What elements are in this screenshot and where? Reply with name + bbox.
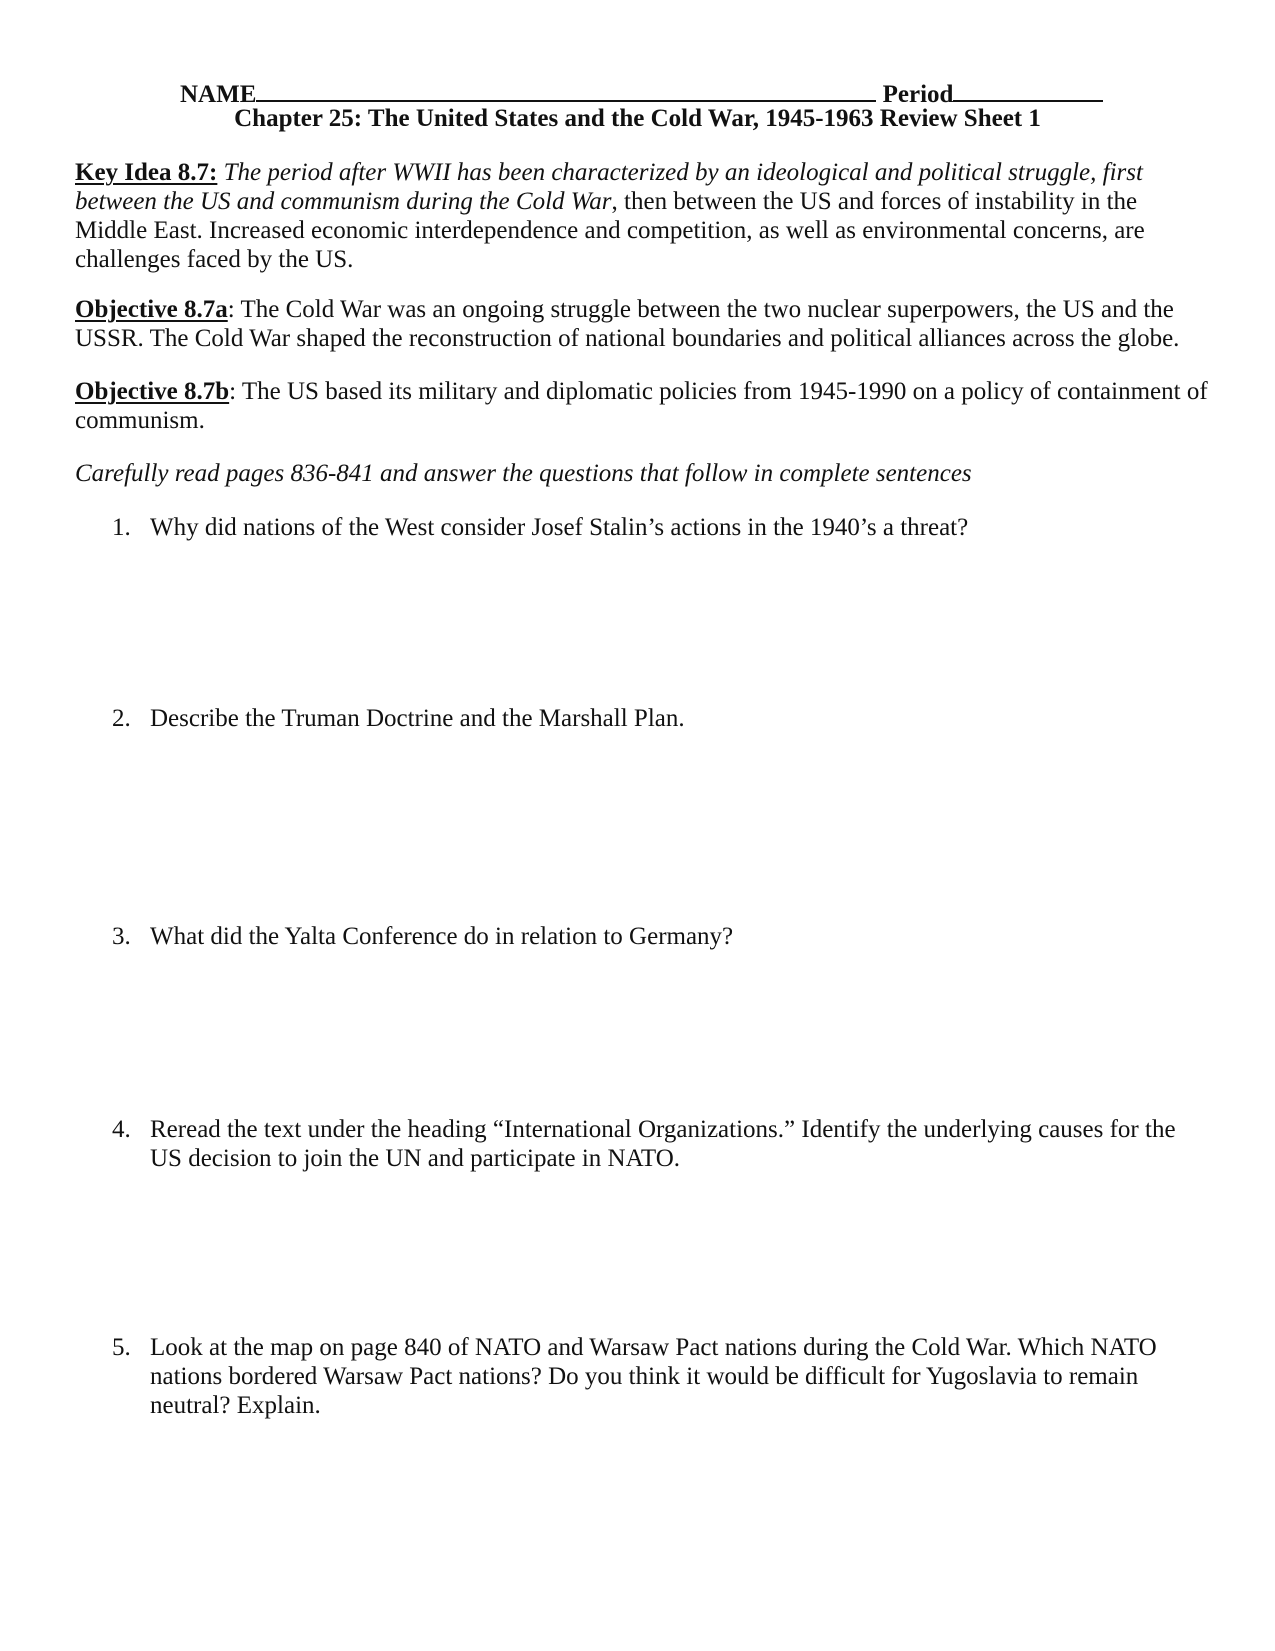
period-blank[interactable] — [953, 76, 1103, 102]
name-blank[interactable] — [256, 76, 876, 102]
question-number: 1. — [112, 514, 131, 541]
objective-8-7b-label: Objective 8.7b — [75, 378, 230, 405]
instructions: Carefully read pages 836-841 and answer the questions that follow in complete sentences — [75, 460, 972, 487]
question-text: Describe the Truman Doctrine and the Marshall Plan. — [150, 705, 685, 732]
question-text: Reread the text under the heading “International Organizations.” Identify the underlying causes for the US decision to join the UN and participate in NATO. — [150, 1116, 1176, 1172]
objective-8-7a-text: : The Cold War was an ongoing struggle between the two nuclear superpowers, the US and the USSR. The Cold War shaped the reconstruction of national boundaries and political alliances across the globe. — [75, 296, 1180, 352]
page-title: Chapter 25: The United States and the Cold War, 1945-1963 Review Sheet 1 — [234, 105, 1041, 132]
question-number: 4. — [112, 1116, 131, 1143]
period-label: Period — [882, 81, 954, 108]
objective-8-7b-text: : The US based its military and diplomatic policies from 1945-1990 on a policy of containment of communism. — [75, 378, 1208, 434]
objective-8-7b-paragraph — [75, 377, 1210, 435]
key-idea-text: , then between the US and forces of instability in the Middle East. Increased economic interdependence and competition, as well as environmental concerns, are challenges faced by the US. — [75, 188, 1145, 273]
objective-8-7a-paragraph — [75, 295, 1210, 353]
question-text: Look at the map on page 840 of NATO and Warsaw Pact nations during the Cold War. Which NATO nations bordered Warsaw Pact nations? Do you think it would be difficult for Yugoslavia to remain neutral? Explain. — [150, 1334, 1157, 1419]
objective-8-7a-label: Objective 8.7a — [75, 296, 228, 323]
name-label: NAME — [180, 81, 257, 108]
key-idea-label: Key Idea 8.7: — [75, 159, 218, 186]
key-idea-italic-text: The period after WWII has been characterized by an ideological and political struggle, first between the US and communism during the Cold War — [75, 159, 1143, 215]
key-idea-paragraph — [75, 158, 1210, 274]
question-number: 5. — [112, 1334, 131, 1361]
question-text: Why did nations of the West consider Josef Stalin’s actions in the 1940’s a threat? — [150, 514, 969, 541]
question-text: What did the Yalta Conference do in relation to Germany? — [150, 923, 734, 950]
question-number: 3. — [112, 923, 131, 950]
question-number: 2. — [112, 705, 131, 732]
